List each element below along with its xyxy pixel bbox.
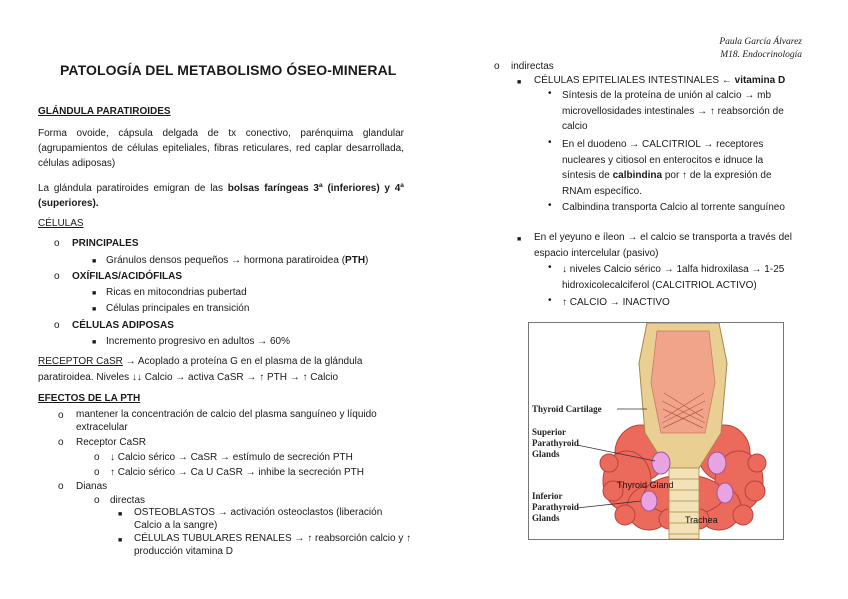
adiposas-label: CÉLULAS ADIPOSAS: [72, 320, 174, 331]
trachea-shape: [669, 468, 699, 539]
casr-sub-2: ↑ Calcio sérico → Ca U CaSR → inhibe la secreción PTH: [110, 467, 364, 478]
bullet-square: ■: [118, 537, 123, 544]
bullet-dot: •: [548, 88, 552, 99]
directas-item-2: [134, 532, 411, 558]
duodeno-line-1: En el duodeno → CALCITRIOL → receptores: [562, 139, 764, 150]
principales-label: PRINCIPALES: [72, 238, 139, 249]
receptor-line-1: → Acoplado a proteína G en el plasma de la glándula: [122, 356, 363, 367]
niveles-line-2: hidroxicolecalciferol (CALCITRIOL ACTIVO): [562, 279, 757, 291]
bullet-square: ■: [92, 290, 97, 297]
directas-label: directas: [110, 495, 146, 506]
bullet-dot: •: [548, 295, 552, 306]
bullet-circle: o: [58, 481, 64, 492]
bullet-circle: o: [94, 467, 100, 478]
page-title: PATOLOGÍA DEL METABOLISMO ÓSEO-MINERAL: [60, 62, 397, 78]
renales-line-2: producción vitamina D: [134, 546, 233, 557]
intestinales-item-3: Calbindina transporta Calcio al torrente sanguíneo: [562, 202, 785, 213]
vitamina-d-bold: ← vitamina D: [719, 75, 786, 86]
bullet-circle: o: [54, 271, 60, 282]
pth-bold: PTH: [345, 255, 366, 266]
module-name: M18. Endocrinología: [720, 50, 802, 60]
sintesis-line-2: microvellosidades intestinales → ↑ reabsorción de: [562, 105, 784, 117]
bullet-circle: o: [54, 238, 60, 249]
bullet-dot: •: [548, 137, 552, 148]
adiposas-item: Incremento progresivo en adultos → 60%: [106, 336, 290, 347]
yeyuno-item-2: ↑ CALCIO → INACTIVO: [562, 297, 670, 308]
osteoblastos-line-1: OSTEOBLASTOS → activación osteoclastos (liberación: [134, 507, 383, 518]
receptor-paragraph: [38, 354, 404, 369]
origin-bold: bolsas faríngeas 3ª (inferiores) y 4ª (superiores).: [38, 183, 405, 209]
bullet-square: ■: [92, 258, 97, 265]
oxifilas-label: OXÍFILAS/ACIDÓFILAS: [72, 271, 182, 282]
origin-text: La glándula paratiroides emigran de las: [38, 183, 228, 194]
bullet-circle: o: [494, 61, 500, 72]
yeyuno-line-2: espacio intercelular (pasivo): [534, 247, 659, 259]
principales-item-text: Gránulos densos pequeños → hormona paratiroidea (: [106, 255, 346, 266]
label-superior-1: Superior: [532, 427, 567, 437]
paragraph-origin: [38, 181, 404, 211]
bullet-square: ■: [517, 236, 522, 243]
osteoblastos-line-2: Calcio a la sangre): [134, 520, 218, 531]
close-paren: ): [365, 255, 369, 266]
section-heading-paratiroides: GLÁNDULA PARATIROIDES: [38, 106, 171, 117]
oxifilas-item-2: Células principales en transición: [106, 303, 250, 314]
label-inferior-2: Parathyroid: [532, 502, 579, 512]
receptor-line-2: paratiroidea. Niveles ↓↓ Calcio → activa CaSR → ↑ PTH → ↑ Calcio: [38, 372, 339, 383]
duodeno-line-2: nucleares y citiosol en enterocitos e idnuce la: [562, 154, 764, 166]
efectos-item-1-line-2: extracelular: [76, 422, 128, 433]
bullet-circle: o: [94, 495, 100, 506]
bullet-dot: •: [548, 262, 552, 273]
label-inferior-1: Inferior: [532, 491, 563, 501]
bullet-circle: o: [58, 437, 64, 448]
efectos-item-1-line-1: mantener la concentración de calcio del plasma sanguíneo y líquido: [76, 409, 377, 420]
principales-item: [106, 253, 368, 268]
bullet-circle: o: [94, 452, 100, 463]
author-header: [719, 36, 802, 62]
calbindina-post: por ↑ de la expresión de: [662, 170, 772, 181]
intestinales-label: [534, 73, 785, 88]
sintesis-line-1: Síntesis de la proteína de unión al calcio → mb: [562, 90, 772, 101]
bullet-square: ■: [118, 511, 123, 518]
yeyuno-line-1: En el yeyuno e íleon → el calcio se transporta a través del: [534, 232, 792, 243]
bullet-circle: o: [54, 320, 60, 331]
label-trachea: Trachea: [685, 515, 718, 525]
bullet-circle: o: [58, 410, 64, 421]
indirectas-label: indirectas: [511, 61, 554, 72]
niveles-line-1: ↓ niveles Calcio sérico → 1alfa hidroxilasa → 1-25: [562, 264, 785, 275]
bullet-square: ■: [92, 306, 97, 313]
efectos-heading: EFECTOS DE LA PTH: [38, 393, 141, 404]
calbindina-bold: calbindina: [612, 170, 663, 181]
sintesis-line-3: calcio: [562, 121, 588, 132]
intestinales-item-2: [562, 137, 772, 199]
yeyuno-paragraph: [534, 230, 792, 261]
yeyuno-item-1: [562, 262, 784, 293]
label-superior-3: Glands: [532, 449, 560, 459]
efectos-item-2: Receptor CaSR: [76, 437, 147, 448]
author-name: Paula García Álvarez: [719, 37, 802, 47]
renales-line-1: CÉLULAS TUBULARES RENALES → ↑ reabsorción calcio y ↑: [134, 533, 412, 544]
intestinales-text: CÉLULAS EPITELIALES INTESTINALES: [534, 75, 720, 86]
cells-heading: CÉLULAS: [38, 218, 84, 229]
bullet-dot: •: [548, 200, 552, 211]
bullet-square: ■: [517, 79, 522, 86]
efectos-item-1: [76, 408, 377, 434]
calbindina-pre: síntesis de: [562, 170, 613, 181]
label-thyroid-gland: Thyroid Gland: [617, 480, 674, 490]
paragraph-description: Forma ovoide, cápsula delgada de tx conectivo, parénquima glandular (agrupamientos de células epiteliales, fibras reticulares, red caplar desarrollada, células adiposas): [38, 128, 404, 169]
directas-item-1: [134, 506, 382, 532]
label-superior-2: Parathyroid: [532, 438, 579, 448]
duodeno-line-4: RNAm específico.: [562, 185, 643, 197]
casr-sub-1: ↓ Calcio sérico → CaSR → estímulo de secreción PTH: [110, 452, 353, 463]
receptor-label: RECEPTOR CaSR: [38, 356, 123, 367]
intestinales-item-1: [562, 88, 784, 135]
thyroid-anatomy-illustration: [529, 323, 783, 539]
bullet-square: ■: [92, 339, 97, 346]
label-thyroid-cartilage: Thyroid Cartilage: [532, 404, 602, 414]
oxifilas-item-1: Ricas en mitocondrias pubertad: [106, 287, 247, 298]
thyroid-anatomy-figure: [528, 322, 784, 540]
duodeno-line-3: [562, 168, 772, 184]
label-inferior-3: Glands: [532, 513, 560, 523]
dianas-label: Dianas: [76, 481, 108, 492]
